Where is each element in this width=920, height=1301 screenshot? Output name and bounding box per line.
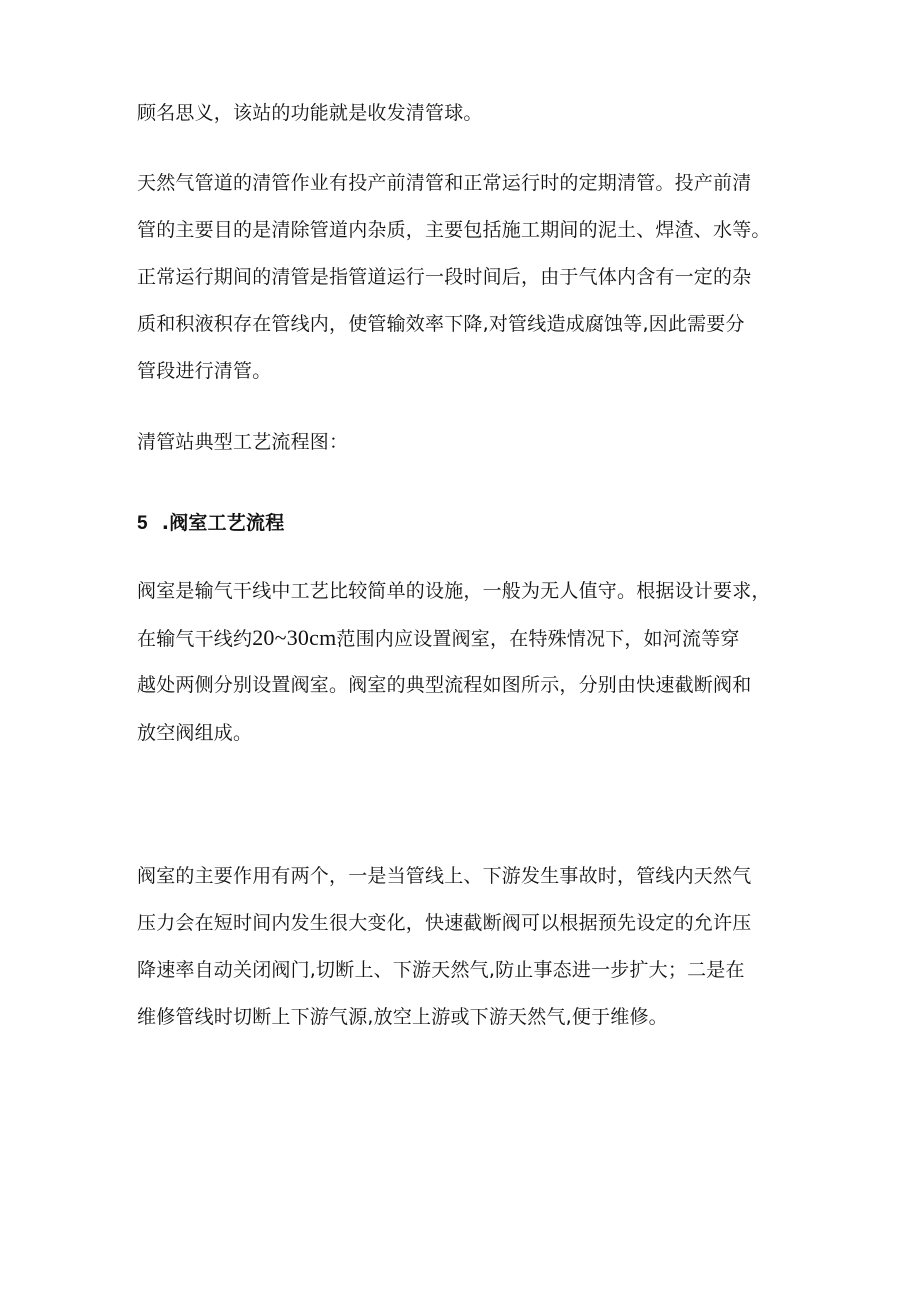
paragraph-line: 清管站典型工艺流程图： <box>137 431 349 453</box>
paragraph-line: 放空阀组成。 <box>137 722 253 744</box>
text-fragment: 在输气干线约 <box>137 628 253 650</box>
range-value: 20~30cm <box>252 625 337 650</box>
paragraph-line: 管的主要目的是清除管道内杂质，主要包括施工期间的泥土、焊渣、水等。 <box>137 219 771 241</box>
text-fragment: 范围内应设置阀室，在特殊情况下，如河流等穿 <box>336 628 740 650</box>
paragraph-line: 正常运行期间的清管是指管道运行一段时间后，由于气体内含有一定的杂 <box>137 266 752 288</box>
section-number: 5 <box>137 513 148 534</box>
paragraph-line: 质和积液积存在管线内，使管输效率下降,对管线造成腐蚀等,因此需要分 <box>137 313 745 335</box>
paragraph-line: 天然气管道的清管作业有投产前清管和正常运行时的定期清管。投产前清 <box>137 172 752 194</box>
section-heading <box>137 509 284 538</box>
section-title: .阀室工艺流程 <box>161 512 285 534</box>
paragraph-line: 顾名思义，该站的功能就是收发清管球。 <box>137 102 483 124</box>
paragraph-line <box>137 624 740 653</box>
paragraph-line: 压力会在短时间内发生很大变化，快速截断阀可以根据预先设定的允许压 <box>137 912 752 934</box>
paragraph-line: 阀室的主要作用有两个，一是当管线上、下游发生事故时，管线内天然气 <box>137 865 752 887</box>
paragraph-line: 阀室是输气干线中工艺比较简单的设施，一般为无人值守。根据设计要求， <box>137 580 771 602</box>
paragraph-line: 越处两侧分别设置阀室。阀室的典型流程如图所示，分别由快速截断阀和 <box>137 674 752 696</box>
paragraph-line: 维修管线时切断上下游气源,放空上游或下游天然气,便于维修。 <box>137 1006 668 1028</box>
paragraph-line: 管段进行清管。 <box>137 360 272 382</box>
paragraph-line: 降速率自动关闭阀门,切断上、下游天然气,防止事态进一步扩大；二是在 <box>137 959 745 981</box>
